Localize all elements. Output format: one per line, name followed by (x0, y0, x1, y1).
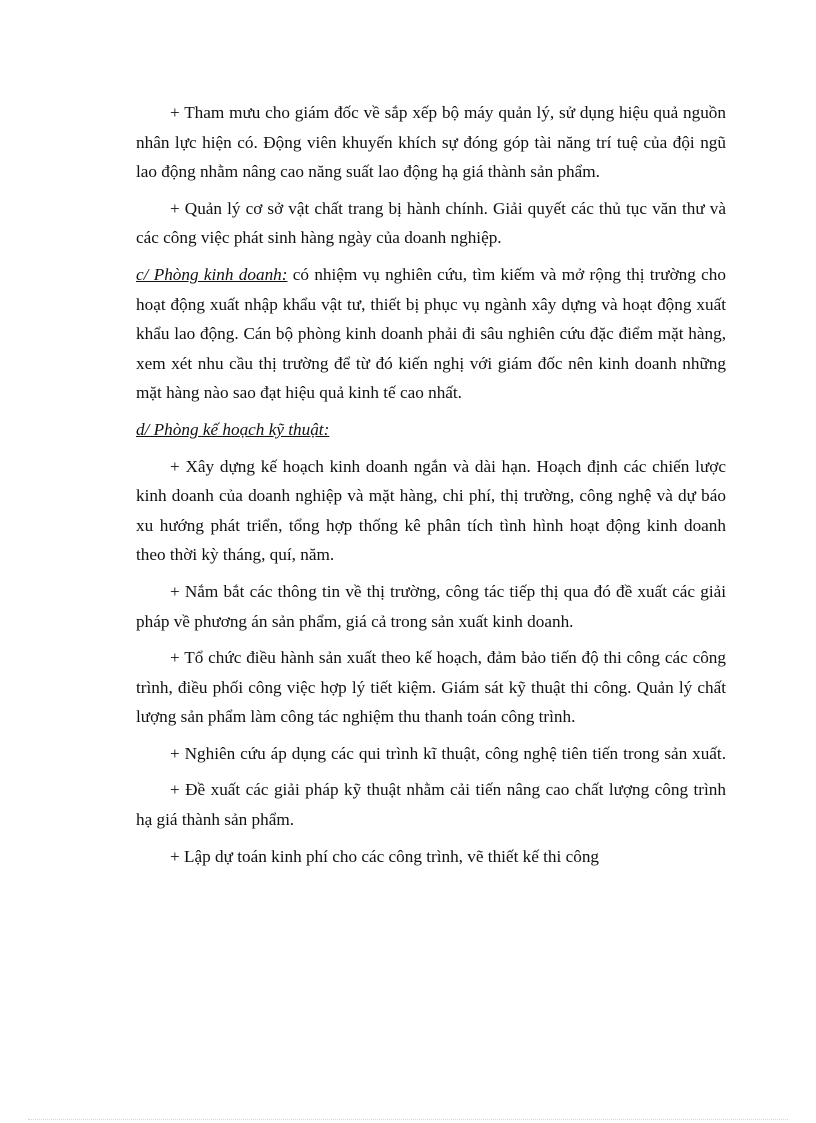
paragraph-3-body: có nhiệm vụ nghiên cứu, tìm kiếm và mở rộng thị trường cho hoạt động xuất nhập khẩu vật tư, thiết bị phục vụ ngành xây dựng và hoạt động xuất khẩu lao động. Cán bộ phòng kinh doanh phải đi sâu nghiên cứu đặc điểm mặt hàng, xem xét nhu cầu thị trường để từ đó kiến nghị với giám đốc nên kinh doanh những mặt hàng nào sao đạt hiệu quả kinh tế cao nhất. (136, 264, 726, 403)
section-heading-d: d/ Phòng kế hoạch kỹ thuật: (136, 419, 330, 439)
paragraph-8: + Nghiên cứu áp dụng các qui trình kĩ thuật, công nghệ tiên tiến trong sản xuất. (170, 743, 726, 763)
section-heading-c: c/ Phòng kinh doanh: (136, 264, 288, 284)
paragraph-1: + Tham mưu cho giám đốc về sắp xếp bộ máy quản lý, sử dụng hiệu quả nguồn nhân lực hiện có. Động viên khuyến khích sự đóng góp tài năng trí tuệ của đội ngũ lao động nhằm nâng cao năng suất lao động hạ giá thành sản phẩm. (136, 103, 726, 182)
paragraph-6: + Nắm bắt các thông tin về thị trường, công tác tiếp thị qua đó đề xuất các giải pháp về phương án sản phẩm, giá cả trong sản xuất kinh doanh. (136, 581, 726, 631)
paragraph-10: + Lập dự toán kinh phí cho các công trình, vẽ thiết kế thi công (170, 846, 600, 866)
paragraph-3 (136, 260, 726, 408)
paragraph-7: + Tổ chức điều hành sản xuất theo kế hoạch, đảm bảo tiến độ thi công các công trình, điều phối công việc hợp lý tiết kiệm. Giám sát kỹ thuật thi công. Quản lý chất lượng sản phẩm làm công tác nghiệm thu thanh toán công trình. (136, 648, 726, 727)
page-bottom-divider (28, 1119, 788, 1120)
paragraph-2: + Quản lý cơ sở vật chất trang bị hành chính. Giải quyết các thủ tục văn thư và các công việc phát sinh hàng ngày của doanh nghiệp. (136, 198, 726, 248)
document-page (136, 98, 726, 878)
paragraph-9: + Đề xuất các giải pháp kỹ thuật nhằm cải tiến nâng cao chất lượng công trình hạ giá thành sản phẩm. (136, 780, 726, 830)
paragraph-4 (136, 415, 726, 445)
paragraph-5: + Xây dựng kế hoạch kinh doanh ngắn và dài hạn. Hoạch định các chiến lược kinh doanh của doanh nghiệp và mặt hàng, chi phí, thị trường, công nghệ và dự báo xu hướng phát triển, tổng hợp thống kê phân tích tình hình hoạt động kinh doanh theo thời kỳ tháng, quí, năm. (136, 456, 726, 565)
